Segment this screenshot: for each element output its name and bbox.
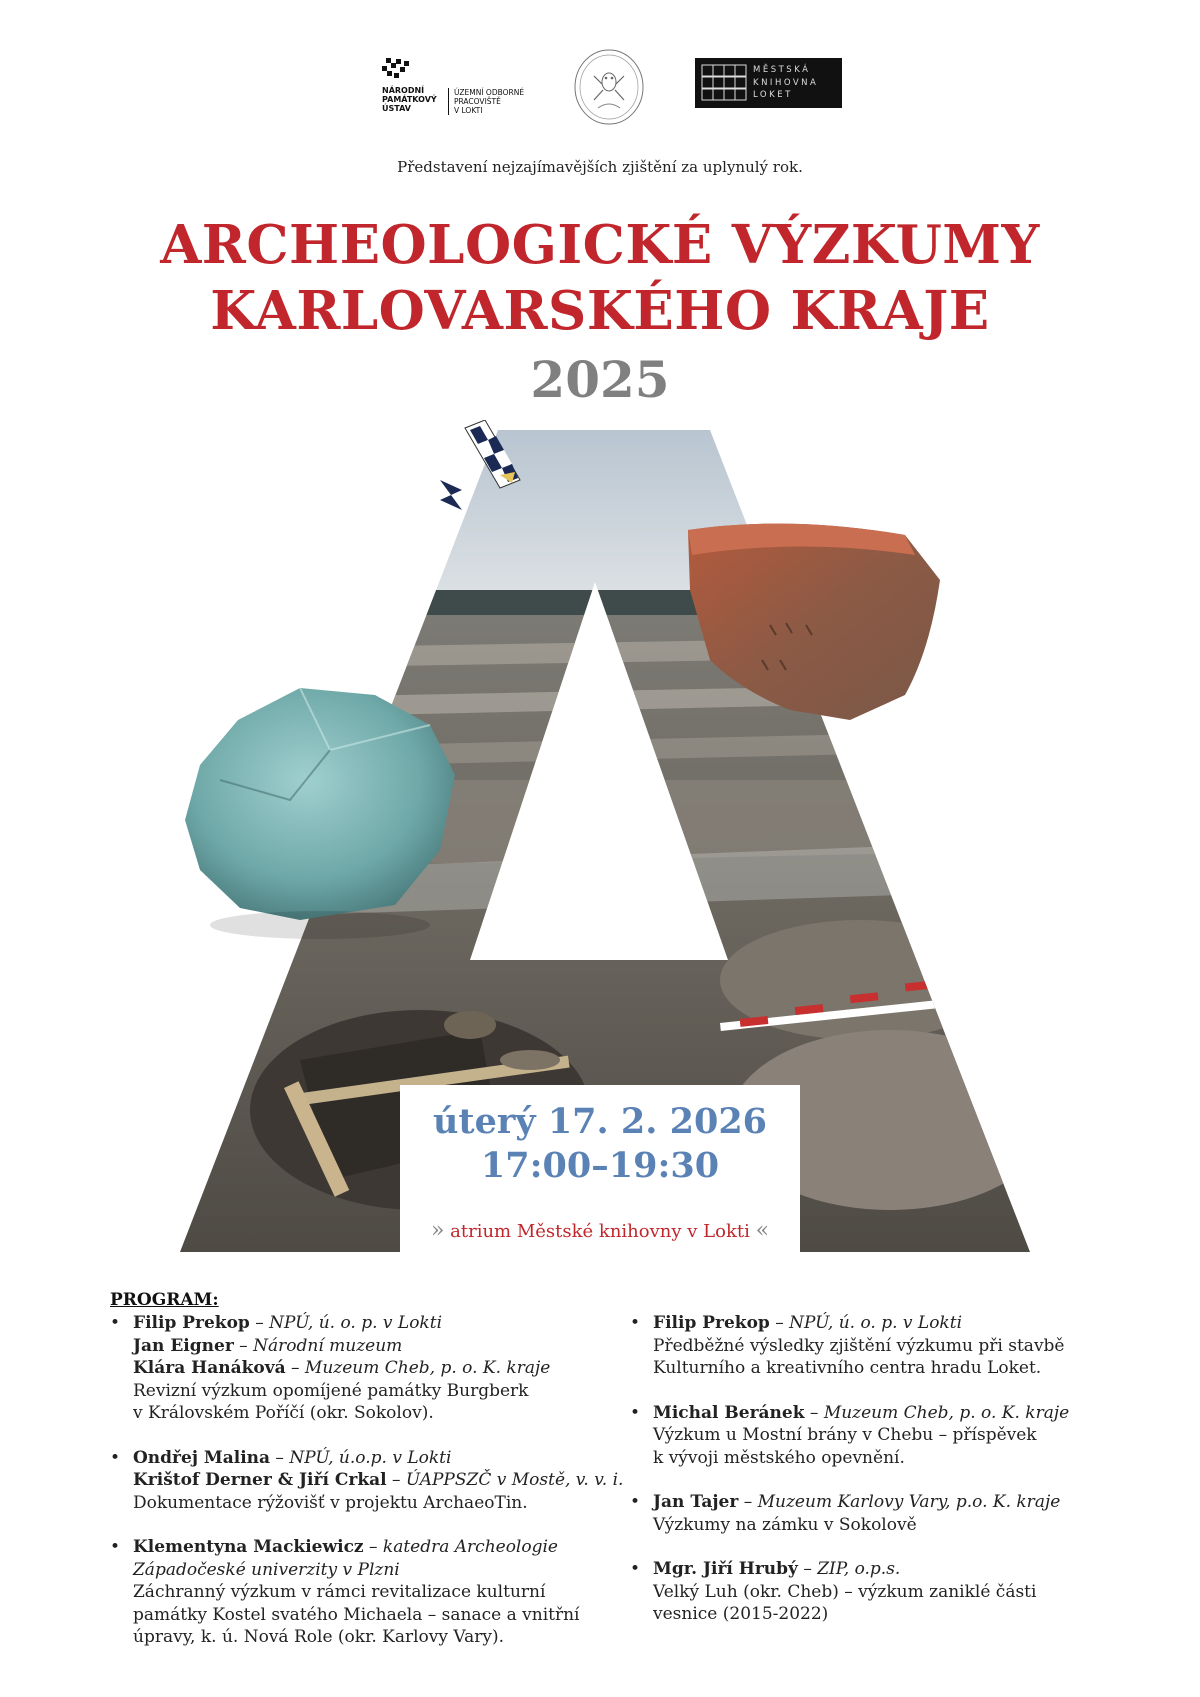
program-line [653,1424,1110,1447]
affiliation: NPÚ, ú. o. p. v Lokti [269,1313,443,1333]
program-line [133,1380,620,1403]
program-line [653,1558,1110,1581]
affiliation: NPÚ, ú.o.p. v Lokti [289,1447,452,1468]
speaker-name: Filip Prekop [133,1313,250,1333]
bullet: • [110,1447,121,1468]
text: Předběžné výsledky zjištění výzkumu při stavbě [653,1335,1065,1356]
text: v Královském Poříčí (okr. Sokolov). [133,1403,434,1423]
title-line-2: KARLOVARSKÉHO KRAJE [210,280,990,342]
program-line [653,1491,1110,1514]
program-line [653,1581,1110,1604]
text: Revizní výzkum opomíjené památky Burgberk [133,1380,529,1401]
text: – [738,1492,758,1512]
text: – [249,1313,270,1333]
text: – [270,1447,290,1468]
event-datetime [400,1100,800,1188]
text: Výzkum u Mostní brány v Chebu – příspěvek [653,1425,1037,1445]
venue-open-quote: » [430,1218,445,1243]
program-item [630,1558,1110,1626]
text: k vývoji městského opevnění. [653,1447,905,1468]
speaker-name: Jan Tajer [653,1492,739,1512]
page-title [0,212,1200,344]
library-name: MĚSTSKÁ KNIHOVNA LOKET [753,65,819,100]
affiliation: Muzeum Cheb, p. o. K. kraje [304,1358,551,1378]
bullet: • [110,1313,121,1333]
program-line [133,1536,620,1559]
bullet: • [630,1492,641,1512]
frog-seal-icon [570,48,648,126]
affiliation: ZIP, o.p.s. [817,1559,901,1579]
text: Velký Luh (okr. Cheb) – výzkum zaniklé části [653,1581,1037,1602]
program-item [630,1312,1110,1380]
npu-name: NÁRODNÍ PAMÁTKOVÝ ÚSTAV [382,86,437,113]
speaker-name: Klementyna Mackiewicz [133,1537,364,1557]
library-grid-icon [701,64,747,102]
program-item [630,1402,1110,1470]
bullet: • [110,1537,121,1557]
affiliation: Muzeum Cheb, p. o. K. kraje [823,1402,1070,1423]
program-item [110,1312,620,1425]
program-item [110,1447,624,1515]
program-heading: PROGRAM: [110,1290,219,1310]
year: 2025 [530,350,670,409]
program-line [133,1469,624,1492]
speaker-name: Mgr. Jiří Hrubý [653,1559,798,1579]
text: – [797,1559,818,1579]
affiliation: Muzeum Karlovy Vary, p.o. K. kraje [757,1492,1061,1512]
speaker-name: Michal Beránek [653,1402,805,1423]
library-logo [695,58,842,108]
text: – [363,1537,383,1557]
program-line [653,1514,1110,1537]
program-column-right [630,1312,1110,1648]
affiliation: katedra Archeologie [382,1537,558,1557]
text: – [769,1313,790,1333]
text: – [804,1402,824,1423]
text: Dokumentace rýžovišť v projektu ArchaeoTin. [133,1492,528,1513]
speaker-name: Krištof Derner & Jiří Crkal [133,1470,387,1490]
program-item [630,1491,1110,1536]
program-line [133,1335,620,1358]
logo-bar [0,48,1200,118]
program-line [133,1492,620,1515]
text: úpravy, k. ú. Nová Role (okr. Karlovy Vary). [133,1627,505,1647]
speaker-name: Jan Eigner [133,1335,234,1356]
speaker-name: Ondřej Malina [133,1447,271,1468]
affiliation: Národní muzeum [253,1335,403,1356]
text: – [386,1470,406,1490]
event-date: úterý 17. 2. 2026 [432,1101,768,1142]
text: památky Kostel svatého Michaela – sanace a vnitřní [133,1604,580,1625]
bullet: • [630,1559,641,1579]
npu-logo [382,58,532,115]
intro-text: Představení nejzajímavějších zjištění za uplynulý rok. [397,158,803,176]
bullet: • [630,1402,641,1423]
affiliation: NPÚ, ú. o. p. v Lokti [789,1313,963,1333]
program-line [653,1312,1110,1335]
venue-close-quote: « [755,1218,770,1243]
program-item [110,1536,620,1649]
speaker-name: Filip Prekop [653,1313,770,1333]
program-line [653,1357,1110,1380]
text: Výzkumy na zámku v Sokolově [653,1514,917,1535]
text: – [233,1335,254,1356]
event-venue [380,1218,820,1243]
program-line [133,1312,620,1335]
affiliation: Západočeské univerzity v Plzni [133,1559,400,1580]
program-line [133,1447,620,1470]
venue-text: atrium Městské knihovny v Lokti [450,1221,750,1242]
affiliation: ÚAPPSZČ v Mostě, v. v. i. [405,1470,624,1490]
program-line [653,1402,1110,1425]
npu-office: ÚZEMNÍ ODBORNÉ PRACOVIŠTĚ V LOKTI [448,88,524,115]
program-line [653,1335,1110,1358]
npu-mark-icon [382,58,412,80]
program-line [133,1581,620,1604]
title-line-1: ARCHEOLOGICKÉ VÝZKUMY [160,214,1040,276]
program-line [133,1402,620,1425]
program-line [653,1447,1110,1470]
program-line [133,1559,620,1582]
text: vesnice (2015-2022) [653,1604,829,1624]
program-line [653,1603,1110,1626]
event-time: 17:00–19:30 [480,1145,720,1186]
program-column-left [110,1312,624,1671]
program-line [133,1357,620,1380]
bullet: • [630,1313,641,1333]
speaker-name: Klára Hanáková [133,1358,286,1378]
program-line [133,1604,620,1627]
program-line [133,1626,620,1649]
text: Záchranný výzkum v rámci revitalizace kulturní [133,1582,546,1602]
text: – [285,1358,305,1378]
text: Kulturního a kreativního centra hradu Loket. [653,1358,1042,1378]
